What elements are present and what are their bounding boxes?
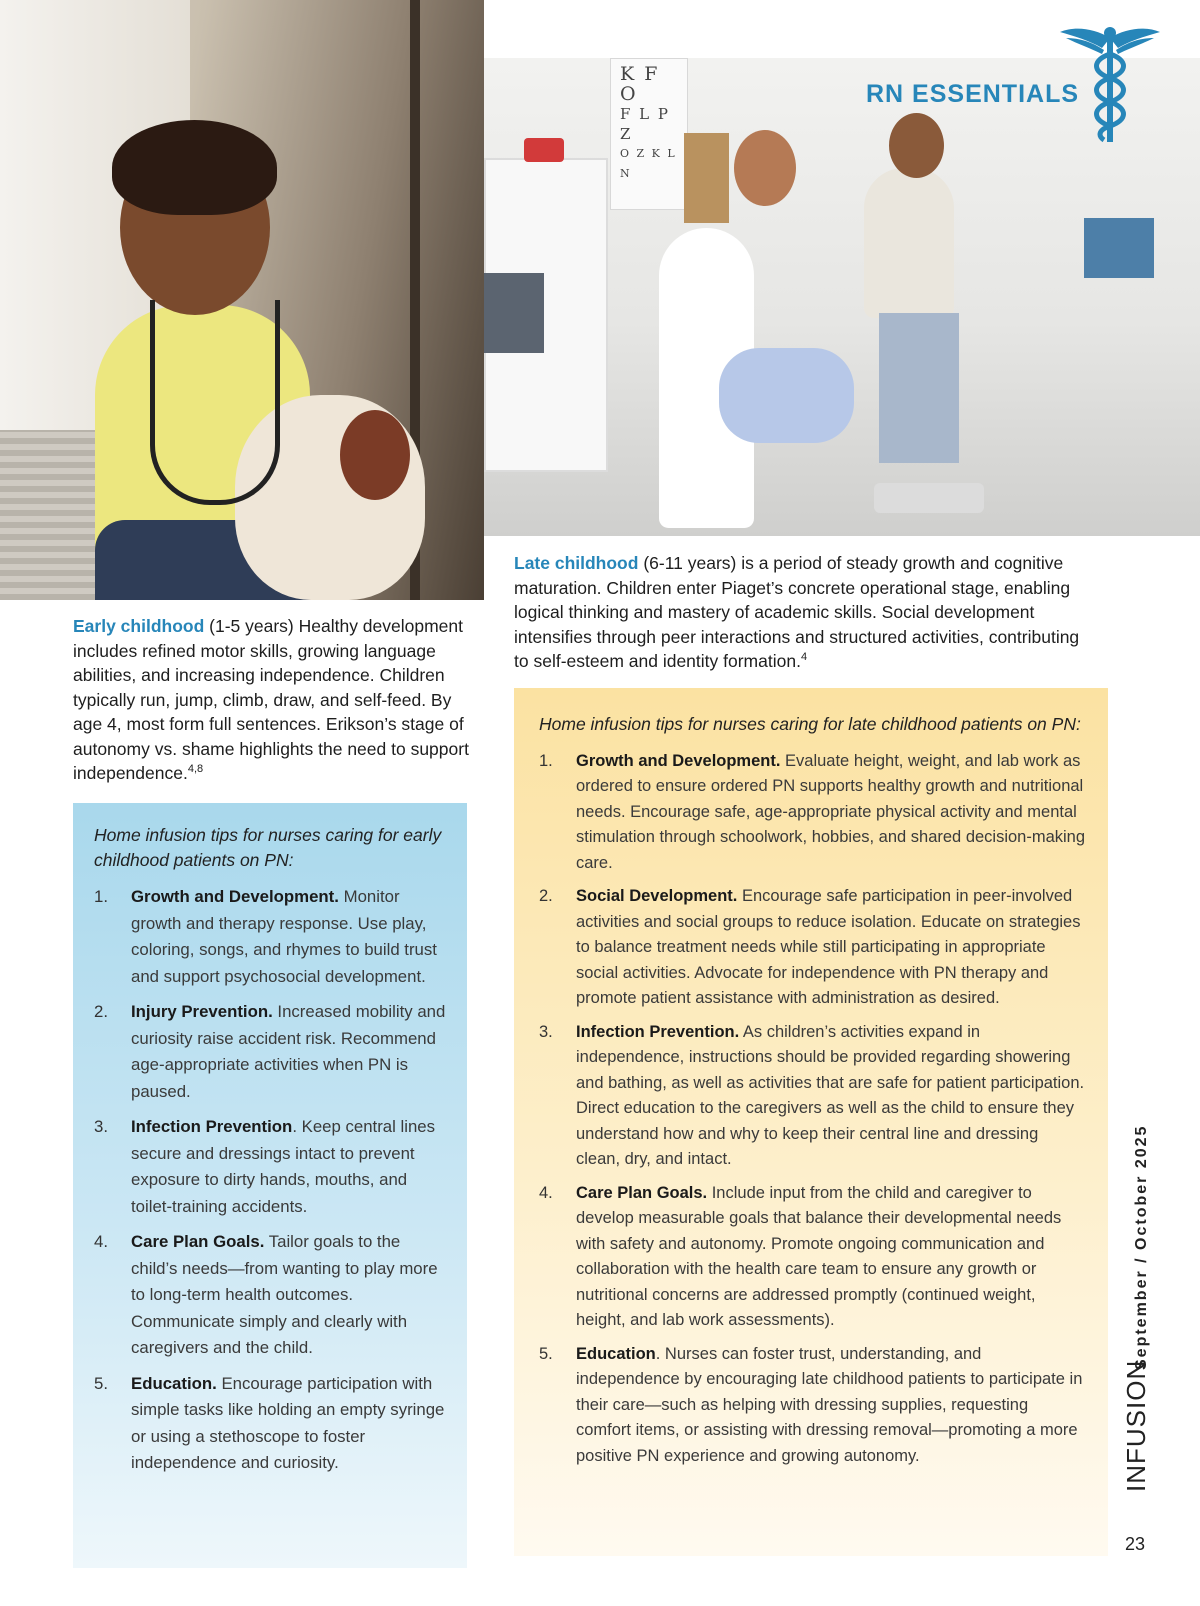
item-title: Care Plan Goals. <box>576 1183 708 1202</box>
item-number: 5. <box>539 1344 553 1363</box>
item-title: Injury Prevention. <box>131 1002 273 1021</box>
item-title: Education <box>576 1344 656 1363</box>
item-body: Evaluate height, weight, and lab work as ordered to ensure ordered PN supports healthy growth and nutritional needs. Encourage safe, age-appropriate physical activity and mental stimulation through schoolwork, hobbies, and shared decision-making care. <box>576 751 1086 872</box>
item-title: Infection Prevention <box>131 1117 293 1136</box>
vertical-footer <box>1121 1120 1161 1492</box>
item-number: 2. <box>539 887 553 905</box>
list-item <box>94 884 447 990</box>
item-number: 3. <box>94 1117 108 1136</box>
list-item <box>94 1229 447 1362</box>
item-title: Growth and Development. <box>131 887 339 906</box>
item-title: Infection Prevention. <box>576 1022 740 1041</box>
list-item <box>539 1342 1086 1470</box>
page-number: 23 <box>1125 1534 1146 1554</box>
item-body: As children’s activities expand in independence, instructions should be provided regarding showering and bathing, as well as activities that are safe for patient participation. Direct education to the caregivers as well as the child to ensure they understand how and why to keep their central line and dressing clean, dry, and intact. <box>576 1022 1085 1168</box>
item-number: 3. <box>539 1022 553 1041</box>
list-item <box>539 1020 1086 1173</box>
item-number: 4. <box>94 1232 108 1251</box>
item-body: . Nurses can foster trust, understanding, and independence by encouraging late childhood patients to participate in their care—such as helping with dressing supplies, requesting comfort items, or assisting with dressing removal—promoting a more positive PN experience and growing autonomy. <box>576 1344 1083 1465</box>
list-item <box>94 999 447 1105</box>
item-number: 2. <box>94 1002 108 1021</box>
early-childhood-intro <box>73 614 473 786</box>
early-childhood-text: (1-5 years) Healthy development includes refined motor skills, growing language abilities, and increasing independence. Children typically run, jump, climb, draw, and self-feed. By age 4, most form full sentences. Erikson’s stage of autonomy vs. shame highlights the need to support independence. <box>73 616 469 783</box>
item-body: . Keep central lines secure and dressings intact to prevent exposure to dirty hands, mouths, and toilet-training accidents. <box>131 1117 436 1216</box>
early-childhood-title: Early childhood <box>73 616 205 636</box>
item-title: Growth and Development. <box>576 751 781 770</box>
item-body: Encourage participation with simple tasks like holding an empty syringe or using a stethoscope to foster independence and curiosity. <box>131 1373 445 1472</box>
item-body: Include input from the child and caregiver to develop measurable goals that balance their developmental needs with safety and autonomy. Promote ongoing communication and collaboration with the health care team to ensure any growth or nutritional concerns are addressed promptly (continued weight, height, and lab work assessments). <box>576 1183 1062 1329</box>
eye-chart-line: O Z K L N <box>620 147 677 180</box>
item-number: 5. <box>94 1373 108 1393</box>
item-number: 1. <box>539 751 553 770</box>
late-childhood-text: (6-11 years) is a period of steady growth and cognitive maturation. Children enter Piaget’s concrete operational stage, enabling logical thinking and mastery of academic skills. Social development intensifies through peer interactions and structured activities, contributing to self-esteem and identity formation. <box>514 553 1080 671</box>
item-title: Social Development. <box>576 887 738 905</box>
list-item <box>539 749 1086 877</box>
issue-date: September / October 2025 <box>1133 1124 1150 1370</box>
item-body: Encourage safe participation in peer-involved activities and social groups to reduce isolation. Educate on strategies to balance treatment needs while still participating in appropriate social activities. Advocate for independence with PN therapy and promote patient assistance with administration as desired. <box>576 887 1081 1007</box>
list-item <box>94 1371 447 1477</box>
citation: 4 <box>800 651 808 664</box>
item-title: Care Plan Goals. <box>131 1232 265 1251</box>
list-item <box>94 1114 447 1220</box>
magazine-brand: INFUSION <box>1121 1359 1151 1492</box>
late-childhood-intro <box>514 551 1094 674</box>
caduceus-icon <box>1058 20 1162 144</box>
item-number: 1. <box>94 887 108 906</box>
eye-chart-line: F L P Z <box>620 105 670 143</box>
early-childhood-tips-box <box>73 803 467 1568</box>
late-childhood-title: Late childhood <box>514 553 639 573</box>
item-body: Monitor growth and therapy response. Use play, coloring, songs, and rhymes to build trust and support psychosocial development. <box>131 887 437 986</box>
late-childhood-tips-box <box>514 688 1108 1556</box>
item-body: Increased mobility and curiosity raise accident risk. Recommend age-appropriate activities when PN is paused. <box>131 1002 446 1101</box>
item-title: Education. <box>131 1373 217 1393</box>
list-item <box>539 1181 1086 1334</box>
tips-box-heading: Home infusion tips for nurses caring for early childhood patients on PN: <box>94 825 442 870</box>
item-body: Tailor goals to the child’s needs—from wanting to play more to long-term health outcomes. Communicate simply and clearly with caregivers and the child. <box>131 1232 438 1357</box>
tips-box-heading: Home infusion tips for nurses caring for late childhood patients on PN: <box>539 714 1081 734</box>
eye-chart-line: K F O <box>620 63 660 105</box>
photo-child-with-stethoscope <box>0 0 484 600</box>
list-item <box>539 884 1086 1012</box>
section-label: RN ESSENTIALS <box>866 80 1080 108</box>
citation: 4,8 <box>187 763 204 776</box>
item-number: 4. <box>539 1183 553 1202</box>
